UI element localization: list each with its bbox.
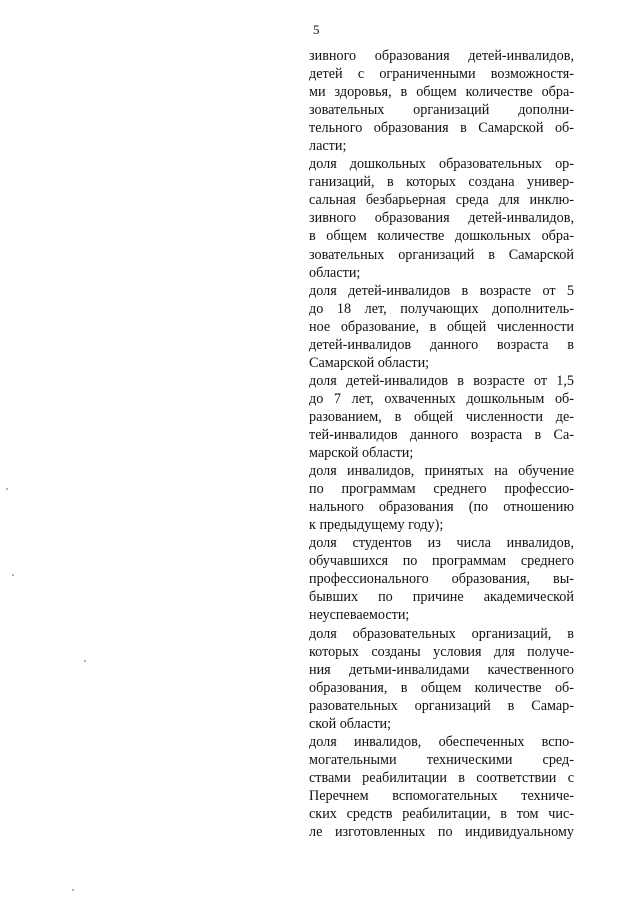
text-line: ми здоровья, в общем количестве обра- — [309, 84, 574, 101]
text-line: доля детей-инвалидов в возрасте от 5 — [309, 282, 574, 299]
body-text — [309, 47, 574, 841]
text-line: обучавшихся по программам среднего — [309, 553, 574, 570]
text-line: ния детьми-инвалидами качественного — [309, 661, 574, 678]
text-line: до 7 лет, охваченных дошкольным об- — [309, 390, 574, 407]
page-number: 5 — [313, 22, 320, 37]
text-line: сальная безбарьерная среда для инклю- — [309, 192, 574, 209]
text-line: разовательных организаций в Самар- — [309, 697, 574, 714]
text-line: ганизаций, в которых создана универ- — [309, 174, 574, 191]
text-line: в общем количестве дошкольных обра- — [309, 228, 574, 245]
text-line: ствами реабилитации в соответствии с — [309, 769, 574, 786]
text-line: доля инвалидов, обеспеченных вспо- — [309, 733, 574, 750]
text-line: зовательных организаций в Самарской — [309, 246, 574, 263]
text-line: детей с ограниченными возможностя- — [309, 66, 574, 83]
text-line: тельного образования в Самарской об- — [309, 120, 574, 137]
text-line: неуспеваемости; — [309, 607, 410, 624]
text-line: по программам среднего профессио- — [309, 481, 574, 498]
text-line: бывших по причине академической — [309, 589, 574, 606]
scan-speck — [12, 574, 14, 576]
text-line: Перечнем вспомогательных техниче- — [309, 787, 574, 804]
text-line: ле изготовленных по индивидуальному — [309, 824, 574, 841]
text-line: детей-инвалидов данного возраста в — [309, 336, 574, 353]
text-line: профессионального образования, вы- — [309, 571, 574, 588]
text-line: к предыдущему году); — [309, 517, 444, 534]
text-line: доля образовательных организаций, в — [309, 625, 574, 642]
text-line: зивного образования детей-инвалидов, — [309, 48, 574, 64]
text-line: ласти; — [309, 138, 347, 155]
text-line: ской области; — [309, 715, 392, 732]
text-line: ских средств реабилитации, в том чис- — [309, 805, 574, 822]
text-line: разованием, в общей численности де- — [309, 408, 574, 425]
text-line: доля дошкольных образовательных ор- — [309, 156, 574, 173]
text-line: тей-инвалидов данного возраста в Са- — [309, 426, 574, 443]
text-line: нального образования (по отношению — [309, 499, 574, 516]
text-line: доля инвалидов, принятых на обучение — [309, 463, 574, 480]
text-line: доля детей-инвалидов в возрасте от 1,5 — [309, 372, 574, 389]
text-line: зивного образования детей-инвалидов, — [309, 210, 574, 227]
text-line: образования, в общем количестве об- — [309, 679, 574, 696]
scan-speck — [72, 889, 74, 891]
text-line: марской области; — [309, 445, 414, 462]
text-line: доля студентов из числа инвалидов, — [309, 535, 574, 552]
text-line: могательными техническими сред- — [309, 751, 574, 768]
scan-speck — [6, 488, 8, 490]
text-line: которых созданы условия для получе- — [309, 643, 574, 660]
text-line: до 18 лет, получающих дополнитель- — [309, 300, 574, 317]
text-line: Самарской области; — [309, 354, 430, 371]
text-line: ное образование, в общей численности — [309, 318, 574, 335]
scan-speck — [84, 660, 86, 662]
text-line: зовательных организаций дополни- — [309, 102, 574, 119]
text-line: области; — [309, 264, 361, 281]
